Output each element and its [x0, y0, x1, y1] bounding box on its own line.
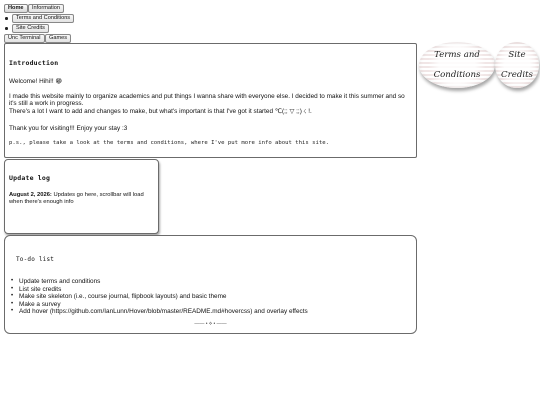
thanks-text: Thank you for visiting!!! Enjoy your stay :3 — [9, 125, 128, 132]
list-item: • List site credits — [16, 286, 308, 294]
terms-circle-line1: Terms and — [434, 50, 480, 60]
welcome-text: Welcome! Hihi!! 😁 — [9, 78, 63, 85]
list-bullet — [5, 27, 8, 30]
list-item: • Make site skeleton (i.e., course journal, flipbook layouts) and basic theme — [16, 293, 308, 301]
update-log-heading: Update log — [9, 174, 51, 182]
todo-heading: To-do list — [16, 256, 55, 263]
intro-paragraph-1: I made this website mainly to organize academics and put things I wanna share with everyone else. I decided to make it this summer and so it's still a work in progress. — [9, 93, 405, 108]
ornament-divider: —— • ⟡ • —— — [194, 321, 227, 327]
terms-and-conditions-link[interactable]: Terms and Conditions — [12, 14, 74, 23]
terms-circle-line2: Conditions — [433, 70, 481, 80]
tab-information[interactable]: Information — [28, 4, 64, 13]
terms-and-conditions-circle-link[interactable] — [419, 42, 495, 88]
ps-note: p.s., please take a look at the terms and conditions, where I've put more info about this site. — [9, 140, 329, 146]
list-item: • Make a survey — [16, 301, 308, 309]
list-item: • Add hover (https://github.com/IanLunn/Hover/blob/master/README.md#hovercss) and overlay effects — [16, 308, 308, 316]
site-credits-link[interactable]: Site Credits — [12, 24, 49, 33]
credits-circle-line2: Credits — [501, 70, 533, 80]
update-date: August 2, 2026: — [9, 192, 52, 198]
update-entry — [9, 192, 155, 206]
tab-home[interactable]: Home — [4, 4, 28, 13]
unc-terminal-button[interactable]: Unc Terminal — [4, 34, 45, 43]
intro-paragraph-2: There's a lot I want to add and changes to make, but what's important is that I've got it started ℃(;; ▽ ;;)ㄑ!. — [9, 108, 312, 115]
games-button[interactable]: Games — [45, 34, 71, 43]
terms-circle-label — [419, 48, 495, 82]
credits-circle-line1: Site — [508, 50, 526, 60]
credits-circle-label — [495, 48, 539, 82]
list-item: • Update terms and conditions — [16, 278, 308, 286]
introduction-heading: Introduction — [9, 59, 59, 67]
site-credits-circle-link[interactable] — [495, 42, 539, 88]
todo-list — [12, 278, 308, 316]
update-text: Updates go here, scrollbar will load when there's enough info — [9, 192, 144, 205]
list-bullet — [5, 17, 8, 20]
